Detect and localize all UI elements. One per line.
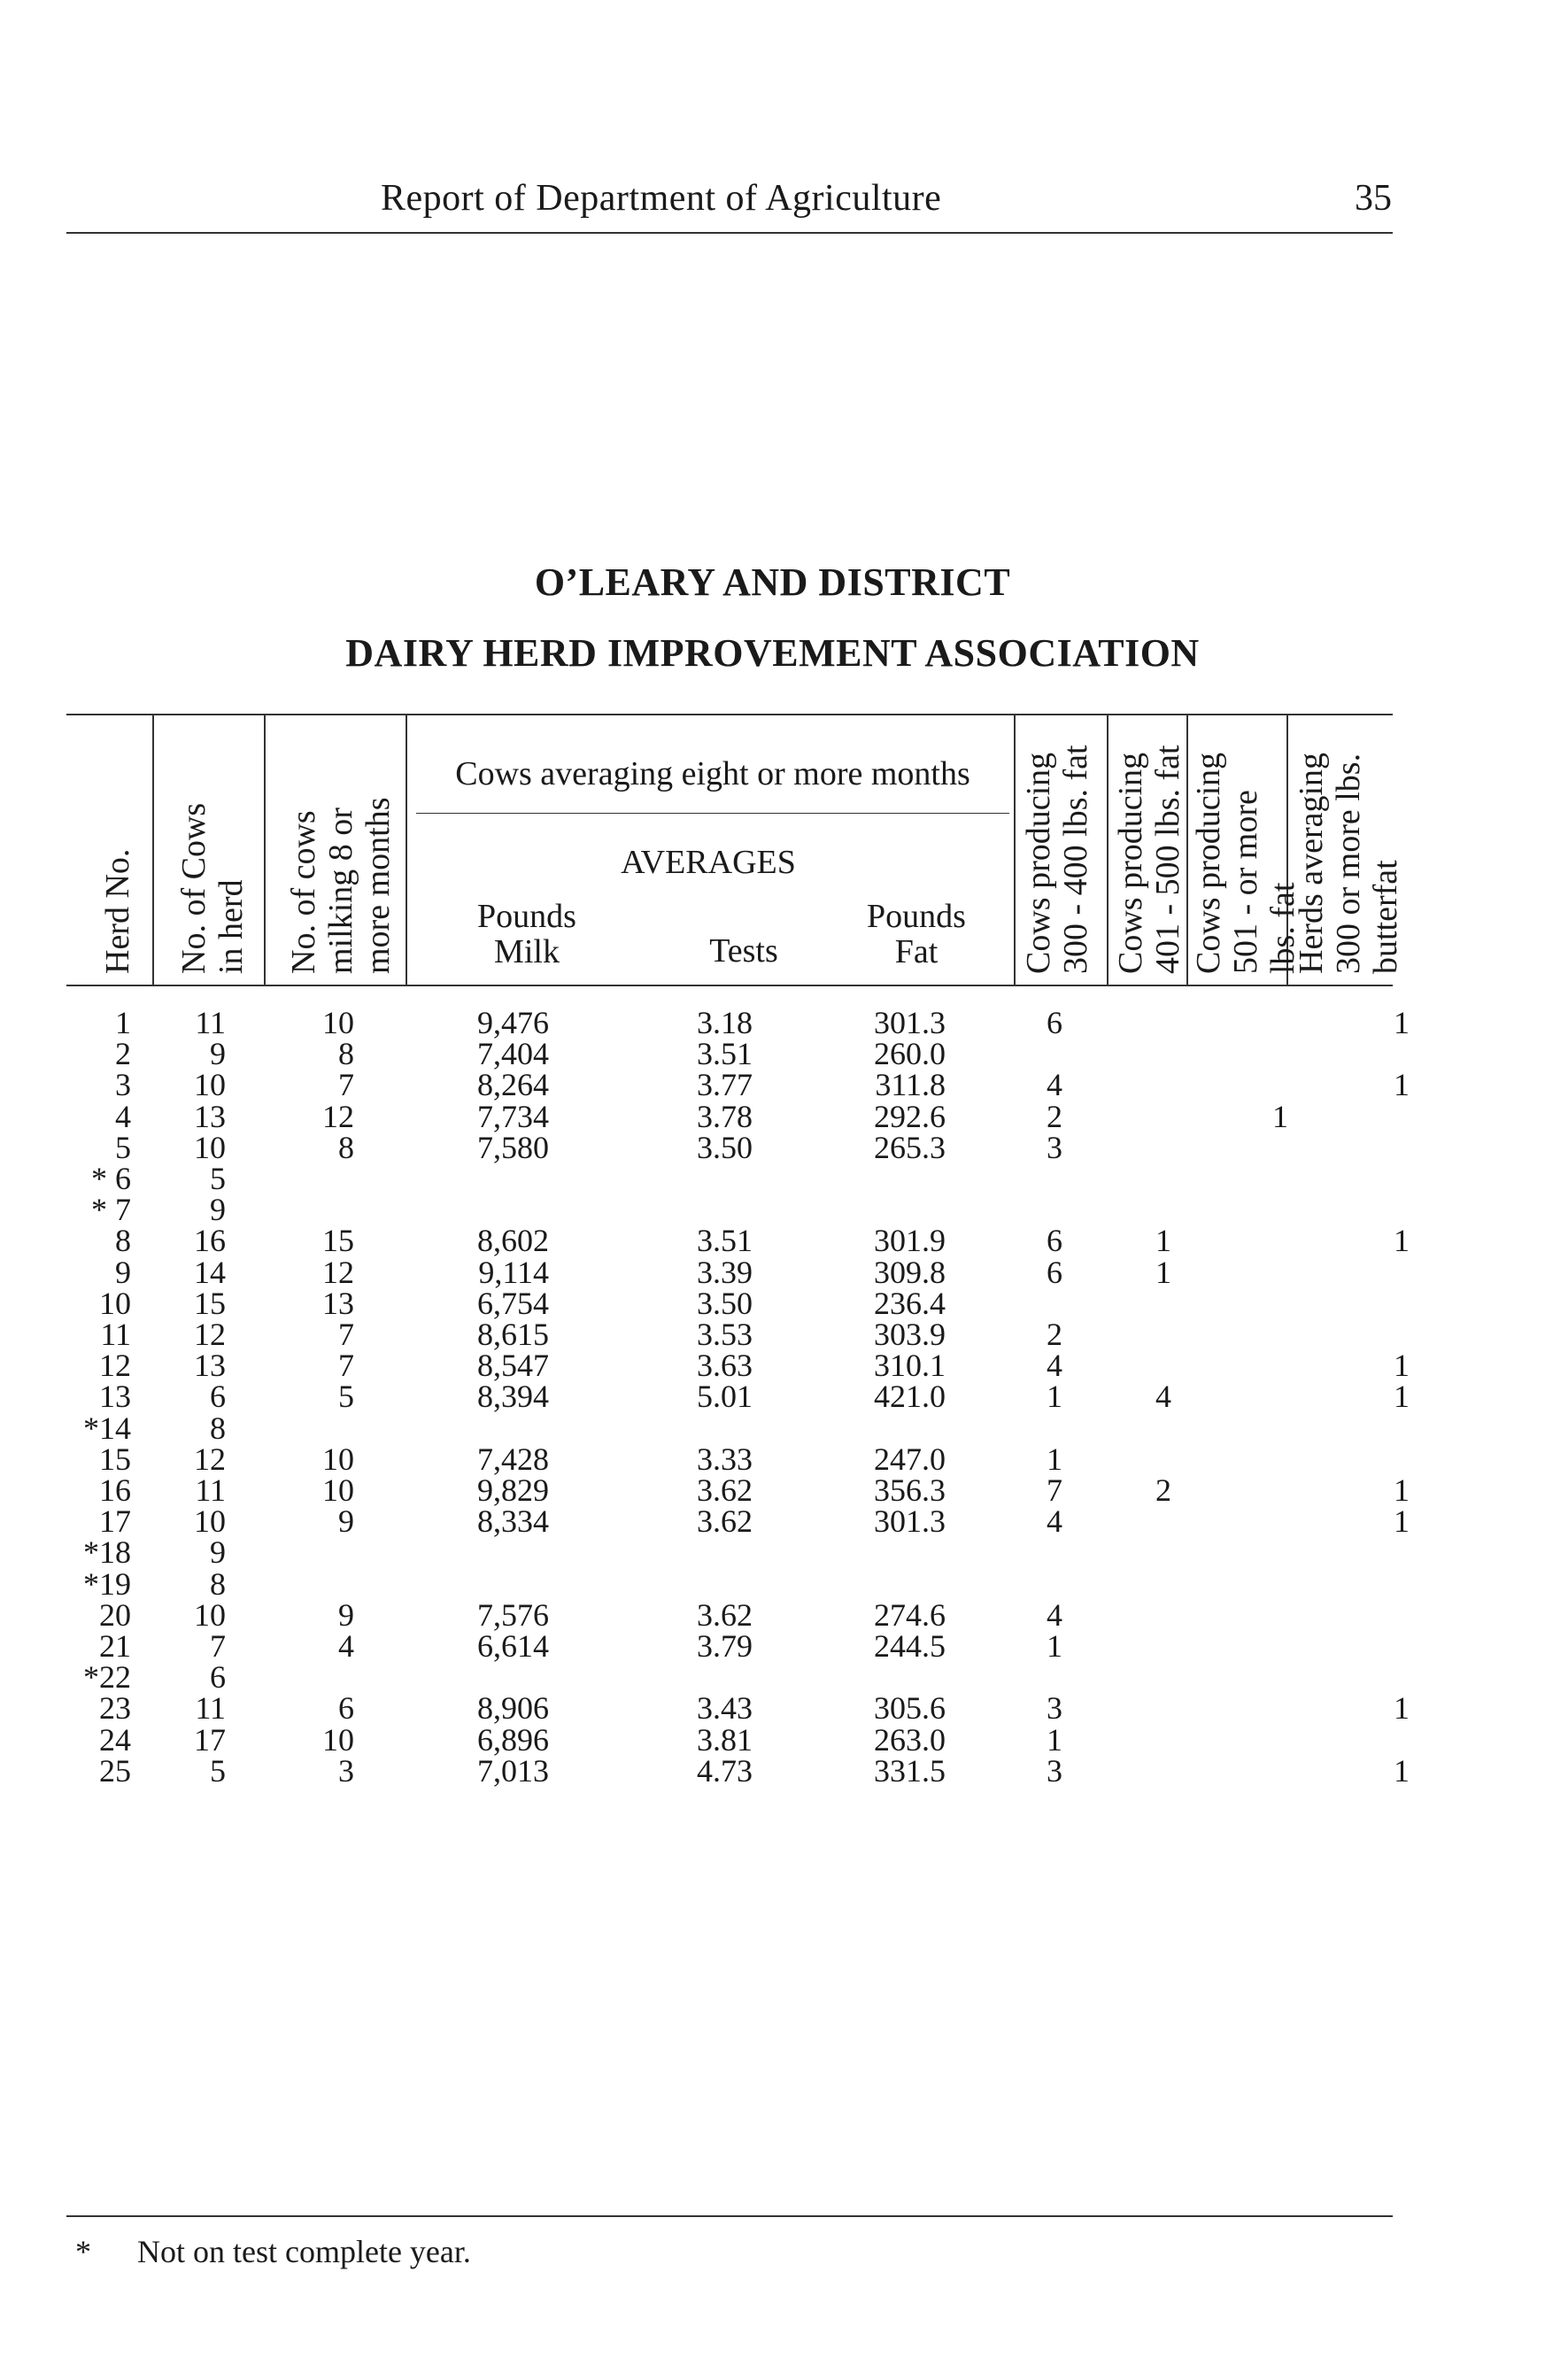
cell-herd-no: *19: [83, 1566, 131, 1602]
group-header-rule: [416, 813, 1009, 814]
cell-pounds-fat: 331.5: [874, 1753, 946, 1789]
cell-pounds-fat: 301.3: [874, 1005, 946, 1040]
cell-cows-401-500: 1: [1155, 1223, 1171, 1258]
cell-test: 5.01: [697, 1379, 753, 1414]
cell-pounds-fat: 236.4: [874, 1286, 946, 1321]
cell-cows-in-herd: 12: [194, 1317, 226, 1352]
table-bottom-rule: [66, 2215, 1393, 2217]
cell-pounds-fat: 247.0: [874, 1441, 946, 1477]
col-header-tests: Tests: [709, 932, 778, 970]
cell-cows-401-500: 2: [1155, 1472, 1171, 1508]
cell-cows-in-herd: 11: [195, 1005, 226, 1040]
cell-cows-300-400: 1: [1047, 1628, 1062, 1664]
cell-herd-no: 3: [115, 1067, 131, 1102]
cell-test: 3.62: [697, 1597, 753, 1633]
cell-cows-in-herd: 10: [194, 1597, 226, 1633]
cell-cows-milking: 15: [322, 1223, 354, 1258]
cell-herd-no: 13: [99, 1379, 131, 1414]
cell-test: 3.62: [697, 1472, 753, 1508]
cell-cows-milking: 7: [338, 1348, 354, 1383]
cell-test: 3.43: [697, 1690, 753, 1726]
cell-pounds-fat: 265.3: [874, 1130, 946, 1165]
cell-cows-in-herd: 10: [194, 1503, 226, 1539]
cell-pounds-fat: 310.1: [874, 1348, 946, 1383]
table-title-line-1: O’LEARY AND DISTRICT: [534, 560, 1011, 604]
cell-pounds-fat: 309.8: [874, 1255, 946, 1290]
cell-herd-no: * 7: [91, 1192, 131, 1227]
cell-cows-milking: 10: [322, 1005, 354, 1040]
table-title-line-2: DAIRY HERD IMPROVEMENT ASSOCIATION: [345, 631, 1200, 675]
column-divider: [1107, 715, 1109, 985]
cell-cows-300-400: 3: [1047, 1130, 1062, 1165]
cell-pounds-milk: 7,576: [477, 1597, 549, 1633]
cell-cows-in-herd: 15: [194, 1286, 226, 1321]
cell-pounds-fat: 301.3: [874, 1503, 946, 1539]
cell-pounds-fat: 421.0: [874, 1379, 946, 1414]
col-header-cows-401-500: Cows producing 401 - 500 lbs. fat: [1112, 745, 1186, 974]
cell-cows-in-herd: 11: [195, 1472, 226, 1508]
cell-herd-no: 23: [99, 1690, 131, 1726]
column-divider: [1186, 715, 1188, 985]
cell-pounds-milk: 8,394: [477, 1379, 549, 1414]
cell-cows-401-500: 1: [1155, 1255, 1171, 1290]
cell-cows-300-400: 4: [1047, 1067, 1062, 1102]
cell-cows-in-herd: 12: [194, 1441, 226, 1477]
cell-cows-milking: 12: [322, 1099, 354, 1134]
cell-test: 3.79: [697, 1628, 753, 1664]
cell-herds-300: 1: [1394, 1223, 1410, 1258]
cell-herd-no: 24: [99, 1722, 131, 1758]
cell-cows-in-herd: 5: [210, 1753, 226, 1789]
cell-cows-milking: 8: [338, 1130, 354, 1165]
cell-herd-no: 11: [100, 1317, 131, 1352]
cell-cows-in-herd: 9: [210, 1534, 226, 1570]
cell-pounds-fat: 244.5: [874, 1628, 946, 1664]
cell-cows-300-400: 4: [1047, 1503, 1062, 1539]
column-divider: [264, 715, 266, 985]
cell-cows-in-herd: 8: [210, 1410, 226, 1446]
cell-cows-300-400: 6: [1047, 1005, 1062, 1040]
cell-cows-milking: 6: [338, 1690, 354, 1726]
cell-test: 3.51: [697, 1223, 753, 1258]
cell-cows-milking: 10: [322, 1441, 354, 1477]
page-number: 35: [1355, 178, 1392, 219]
cell-test: 3.63: [697, 1348, 753, 1383]
cell-cows-300-400: 6: [1047, 1223, 1062, 1258]
cell-cows-milking: 3: [338, 1753, 354, 1789]
running-head: [0, 177, 1545, 230]
column-divider: [152, 715, 154, 985]
cell-herd-no: *22: [83, 1659, 131, 1695]
cell-cows-milking: 10: [322, 1472, 354, 1508]
cell-test: 3.81: [697, 1722, 753, 1758]
cell-cows-in-herd: 13: [194, 1348, 226, 1383]
cell-pounds-milk: 9,476: [477, 1005, 549, 1040]
cell-cows-in-herd: 17: [194, 1722, 226, 1758]
cell-herds-300: 1: [1394, 1005, 1410, 1040]
cell-cows-in-herd: 11: [195, 1690, 226, 1726]
cell-pounds-milk: 6,754: [477, 1286, 549, 1321]
col-header-herd-no: Herd No.: [99, 848, 136, 974]
cell-pounds-milk: 7,404: [477, 1036, 549, 1071]
cell-cows-401-500: 4: [1155, 1379, 1171, 1414]
cell-cows-300-400: 2: [1047, 1317, 1062, 1352]
cell-herd-no: 1: [115, 1005, 131, 1040]
cell-pounds-milk: 8,334: [477, 1503, 549, 1539]
cell-herd-no: *14: [83, 1410, 131, 1446]
cell-cows-in-herd: 5: [210, 1161, 226, 1196]
cell-cows-300-400: 4: [1047, 1597, 1062, 1633]
cell-cows-300-400: 1: [1047, 1441, 1062, 1477]
col-header-pounds-fat: Pounds Fat: [867, 898, 966, 970]
cell-test: 4.73: [697, 1753, 753, 1789]
cell-cows-300-400: 2: [1047, 1099, 1062, 1134]
cell-herd-no: 12: [99, 1348, 131, 1383]
cell-pounds-milk: 9,114: [478, 1255, 549, 1290]
cell-herds-300: 1: [1394, 1690, 1410, 1726]
footnote-text: Not on test complete year.: [137, 2234, 471, 2269]
cell-pounds-milk: 8,906: [477, 1690, 549, 1726]
cell-cows-300-400: 3: [1047, 1690, 1062, 1726]
cell-cows-milking: 4: [338, 1628, 354, 1664]
cell-pounds-fat: 301.9: [874, 1223, 946, 1258]
cell-herds-300: 1: [1394, 1472, 1410, 1508]
cell-cows-300-400: 4: [1047, 1348, 1062, 1383]
cell-herd-no: 10: [99, 1286, 131, 1321]
cell-cows-in-herd: 9: [210, 1192, 226, 1227]
running-title: Report of Department of Agriculture: [381, 178, 942, 219]
cell-herd-no: 17: [99, 1503, 131, 1539]
cell-herd-no: 15: [99, 1441, 131, 1477]
cell-cows-milking: 7: [338, 1067, 354, 1102]
cell-test: 3.39: [697, 1255, 753, 1290]
col-header-pounds-milk: Pounds Milk: [477, 898, 576, 970]
cell-herd-no: 2: [115, 1036, 131, 1071]
cell-cows-in-herd: 9: [210, 1036, 226, 1071]
cell-cows-in-herd: 7: [210, 1628, 226, 1664]
cell-cows-in-herd: 16: [194, 1223, 226, 1258]
cell-pounds-milk: 6,896: [477, 1722, 549, 1758]
cell-cows-300-400: 7: [1047, 1472, 1062, 1508]
cell-pounds-fat: 260.0: [874, 1036, 946, 1071]
cell-test: 3.50: [697, 1130, 753, 1165]
column-divider: [1014, 715, 1016, 985]
cell-cows-milking: 5: [338, 1379, 354, 1414]
cell-pounds-milk: 8,264: [477, 1067, 549, 1102]
cell-herd-no: 21: [99, 1628, 131, 1664]
cell-cows-in-herd: 13: [194, 1099, 226, 1134]
col-header-cows-300-400: Cows producing 300 - 400 lbs. fat: [1020, 745, 1094, 974]
cell-herd-no: 25: [99, 1753, 131, 1789]
cell-cows-501: 1: [1272, 1099, 1288, 1134]
cell-herds-300: 1: [1394, 1753, 1410, 1789]
cell-herd-no: 5: [115, 1130, 131, 1165]
cell-cows-in-herd: 14: [194, 1255, 226, 1290]
col-header-herds-300: Herds averaging 300 or more lbs. butterfat: [1293, 752, 1404, 974]
cell-test: 3.51: [697, 1036, 753, 1071]
cell-pounds-fat: 311.8: [875, 1067, 946, 1102]
cell-test: 3.78: [697, 1099, 753, 1134]
cell-pounds-milk: 6,614: [477, 1628, 549, 1664]
cell-cows-milking: 7: [338, 1317, 354, 1352]
cell-cows-milking: 10: [322, 1722, 354, 1758]
col-header-cows-in-herd: No. of Cows in herd: [175, 802, 250, 974]
cell-test: 3.62: [697, 1503, 753, 1539]
cell-pounds-milk: 7,428: [477, 1441, 549, 1477]
cell-cows-milking: 9: [338, 1503, 354, 1539]
cell-herd-no: *18: [83, 1534, 131, 1570]
cell-cows-300-400: 3: [1047, 1753, 1062, 1789]
col-header-cows-501: Cows producing 501 - or more lbs. fat: [1190, 752, 1302, 974]
footnote-mark: *: [75, 2234, 91, 2269]
cell-cows-in-herd: 10: [194, 1067, 226, 1102]
col-header-cows-milking: No. of cows milking 8 or more months: [285, 797, 397, 974]
cell-herd-no: 20: [99, 1597, 131, 1633]
col-group-header: Cows averaging eight or more months: [455, 755, 970, 792]
cell-herds-300: 1: [1394, 1379, 1410, 1414]
cell-herd-no: * 6: [91, 1161, 131, 1196]
cell-test: 3.77: [697, 1067, 753, 1102]
cell-pounds-fat: 356.3: [874, 1472, 946, 1508]
cell-cows-300-400: 1: [1047, 1379, 1062, 1414]
cell-pounds-milk: 8,615: [477, 1317, 549, 1352]
cell-pounds-fat: 292.6: [874, 1099, 946, 1134]
cell-cows-in-herd: 6: [210, 1659, 226, 1695]
cell-herd-no: 9: [115, 1255, 131, 1290]
cell-pounds-fat: 263.0: [874, 1722, 946, 1758]
averages-header: AVERAGES: [621, 844, 796, 881]
cell-pounds-milk: 8,602: [477, 1223, 549, 1258]
cell-pounds-fat: 303.9: [874, 1317, 946, 1352]
cell-cows-in-herd: 10: [194, 1130, 226, 1165]
cell-pounds-milk: 8,547: [477, 1348, 549, 1383]
cell-cows-milking: 8: [338, 1036, 354, 1071]
cell-pounds-fat: 305.6: [874, 1690, 946, 1726]
cell-test: 3.18: [697, 1005, 753, 1040]
cell-cows-300-400: 6: [1047, 1255, 1062, 1290]
cell-pounds-fat: 274.6: [874, 1597, 946, 1633]
cell-herds-300: 1: [1394, 1348, 1410, 1383]
header-rule: [66, 232, 1393, 234]
cell-herd-no: 8: [115, 1223, 131, 1258]
cell-herd-no: 4: [115, 1099, 131, 1134]
cell-test: 3.50: [697, 1286, 753, 1321]
cell-test: 3.53: [697, 1317, 753, 1352]
cell-test: 3.33: [697, 1441, 753, 1477]
cell-cows-300-400: 1: [1047, 1722, 1062, 1758]
footnote: [75, 2233, 471, 2270]
cell-cows-in-herd: 6: [210, 1379, 226, 1414]
cell-pounds-milk: 7,580: [477, 1130, 549, 1165]
cell-herds-300: 1: [1394, 1067, 1410, 1102]
cell-cows-milking: 13: [322, 1286, 354, 1321]
cell-pounds-milk: 7,734: [477, 1099, 549, 1134]
cell-herd-no: 16: [99, 1472, 131, 1508]
cell-cows-in-herd: 8: [210, 1566, 226, 1602]
cell-pounds-milk: 7,013: [477, 1753, 549, 1789]
cell-herds-300: 1: [1394, 1503, 1410, 1539]
cell-pounds-milk: 9,829: [477, 1472, 549, 1508]
column-divider: [406, 715, 407, 985]
cell-cows-milking: 9: [338, 1597, 354, 1633]
cell-cows-milking: 12: [322, 1255, 354, 1290]
